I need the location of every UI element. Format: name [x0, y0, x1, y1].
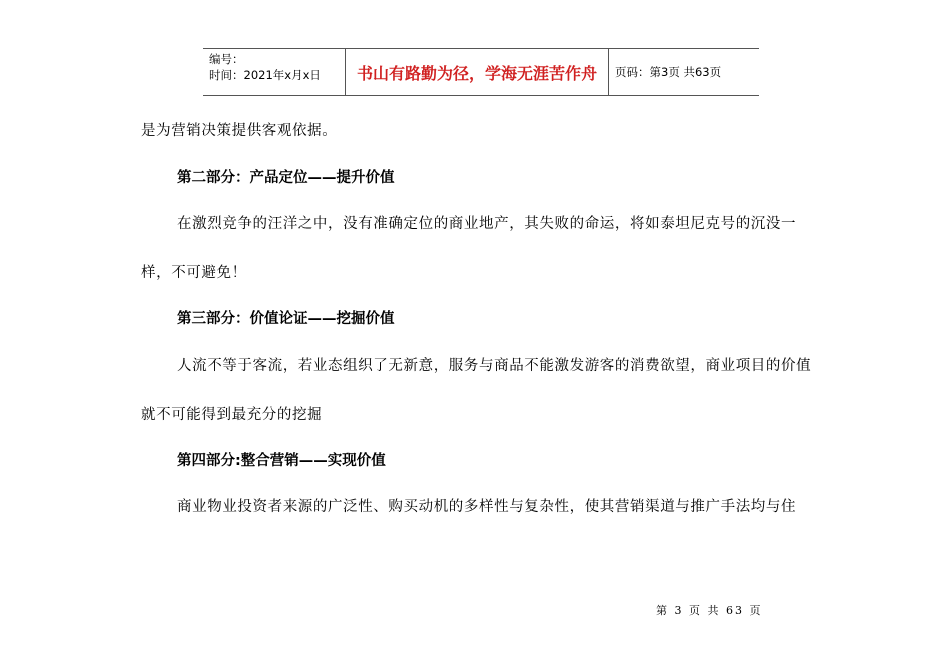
number-label: 编号： — [209, 52, 244, 66]
time-label: 时间：2021年x月x日 — [209, 68, 321, 82]
section-heading-2: 第二部分：产品定位——提升价值 — [177, 170, 395, 186]
paragraph-2-line-2: 样，不可避免！ — [141, 265, 247, 281]
paragraph-3-line-1: 人流不等于客流，若业态组织了无新意，服务与商品不能激发游客的消费欲望，商业项目的价值 — [177, 358, 812, 374]
header-motto: 书山有路勤为径，学海无涯苦作舟 — [346, 49, 609, 95]
page-footer: 第 3 页 共 63 页 — [656, 604, 763, 617]
page-header — [203, 48, 759, 96]
section-heading-3: 第三部分：价值论证——挖掘价值 — [177, 311, 395, 327]
paragraph-3-line-2: 就不可能得到最充分的挖掘 — [141, 407, 323, 423]
body-line-1: 是为营销决策提供客观依据。 — [141, 123, 338, 139]
paragraph-2-line-1: 在激烈竞争的汪洋之中，没有准确定位的商业地产，其失败的命运，将如泰坦尼克号的沉没一 — [177, 216, 797, 232]
header-page-info: 页码：第3页 共63页 — [615, 65, 722, 79]
header-meta — [203, 49, 346, 95]
paragraph-4-line-1: 商业物业投资者来源的广泛性、购买动机的多样性与复杂性，使其营销渠道与推广手法均与住 — [177, 499, 797, 515]
section-heading-4: 第四部分:整合营销——实现价值 — [177, 453, 386, 469]
